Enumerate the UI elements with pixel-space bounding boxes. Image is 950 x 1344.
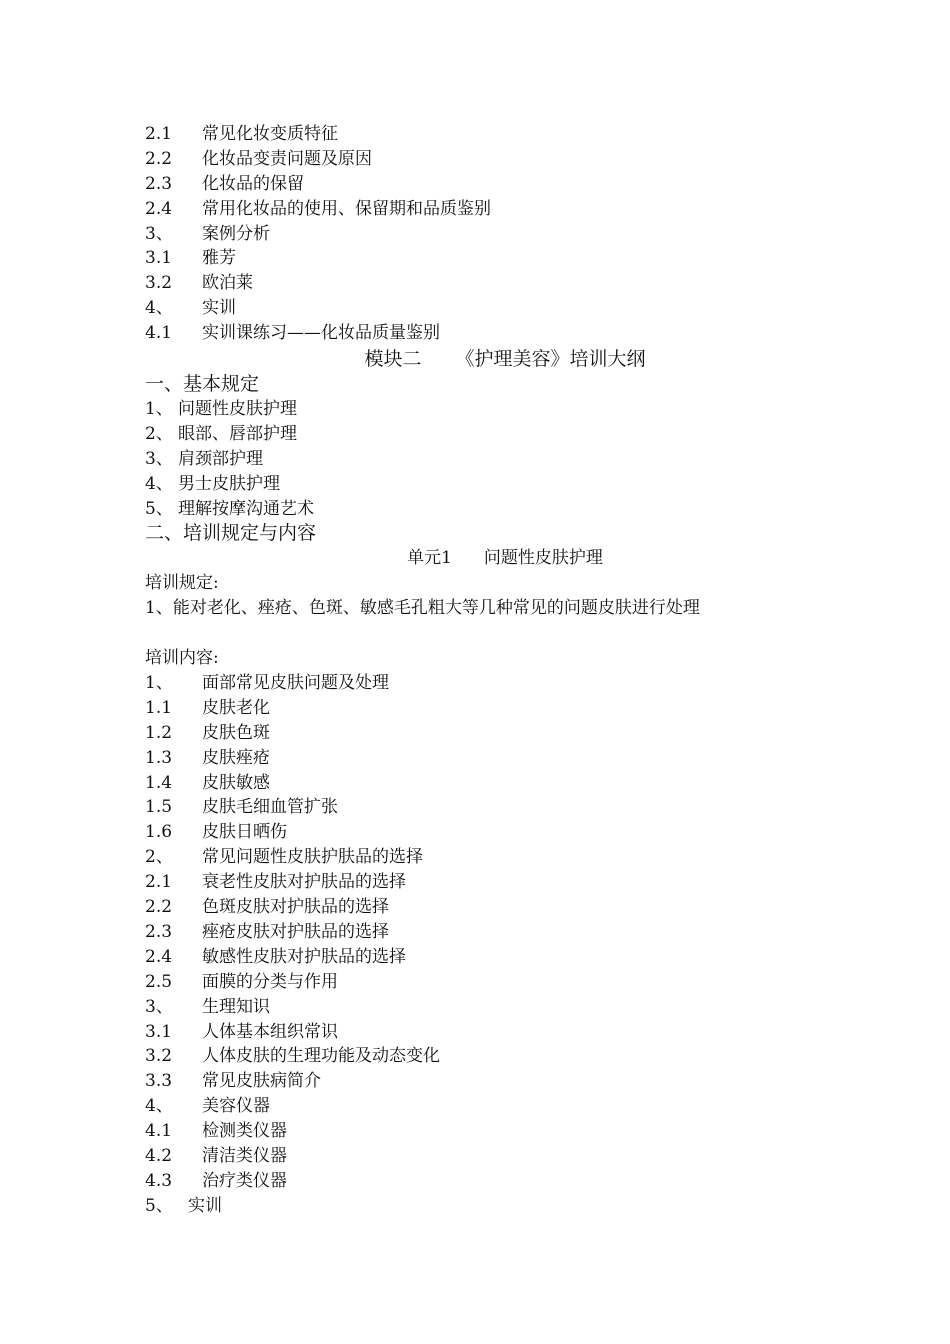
list-item: 5、 实训 — [145, 1195, 222, 1216]
list-item: 2、 常见问题性皮肤护肤品的选择 — [145, 847, 423, 868]
requirement-item: 1、能对老化、痤疮、色斑、敏感毛孔粗大等几种常见的问题皮肤进行处理 — [145, 598, 700, 619]
list-item: 4、 实训 — [145, 298, 236, 319]
list-item: 4、 美容仪器 — [145, 1096, 270, 1117]
list-item: 5、 理解按摩沟通艺术 — [145, 498, 314, 519]
list-item: 2.1 衰老性皮肤对护肤品的选择 — [145, 872, 406, 893]
list-item: 1.3 皮肤痤疮 — [145, 747, 270, 768]
list-item: 2.4 常用化妆品的使用、保留期和品质鉴别 — [145, 198, 491, 219]
list-item: 4.1 实训课练习——化妆品质量鉴别 — [145, 323, 440, 344]
document-content — [145, 122, 845, 1219]
list-item: 3.3 常见皮肤病简介 — [145, 1071, 321, 1092]
list-item: 1.1 皮肤老化 — [145, 697, 270, 718]
list-item: 3、 生理知识 — [145, 996, 270, 1017]
list-item: 3、 肩颈部护理 — [145, 448, 263, 469]
list-item: 3.2 欧泊莱 — [145, 273, 253, 294]
list-item: 3.1 雅芳 — [145, 248, 236, 269]
list-item: 1.6 皮肤日晒伤 — [145, 822, 287, 843]
list-item: 4.1 检测类仪器 — [145, 1121, 287, 1142]
unit-title: 单元1 问题性皮肤护理 — [407, 548, 603, 569]
requirements-label: 培训规定: — [145, 573, 219, 594]
list-item: 1、 面部常见皮肤问题及处理 — [145, 673, 389, 694]
list-item: 4.2 清洁类仪器 — [145, 1145, 287, 1166]
section-title-basic: 一、基本规定 — [145, 373, 260, 396]
list-item: 1.4 皮肤敏感 — [145, 772, 270, 793]
list-item: 2.2 化妆品变责问题及原因 — [145, 148, 372, 169]
list-item: 3.1 人体基本组织常识 — [145, 1021, 338, 1042]
list-item: 2.5 面膜的分类与作用 — [145, 971, 338, 992]
list-item: 1.2 皮肤色斑 — [145, 722, 270, 743]
content-label: 培训内容: — [145, 648, 219, 669]
list-item: 2.2 色斑皮肤对护肤品的选择 — [145, 897, 389, 918]
list-item: 2.1 常见化妆变质特征 — [145, 124, 338, 144]
list-item: 2.3 痤疮皮肤对护肤品的选择 — [145, 921, 389, 942]
list-item: 1、 问题性皮肤护理 — [145, 399, 297, 420]
list-item: 2、 眼部、唇部护理 — [145, 423, 297, 444]
blank-line — [145, 621, 845, 646]
section-title-training: 二、培训规定与内容 — [145, 522, 317, 545]
module-title: 模块二 《护理美容》培训大纲 — [364, 348, 646, 371]
list-item: 2.3 化妆品的保留 — [145, 173, 304, 194]
list-item: 3、 案例分析 — [145, 223, 270, 244]
list-item: 2.4 敏感性皮肤对护肤品的选择 — [145, 946, 406, 967]
list-item: 4、 男士皮肤护理 — [145, 473, 280, 494]
list-item: 3.2 人体皮肤的生理功能及动态变化 — [145, 1046, 440, 1067]
list-item: 1.5 皮肤毛细血管扩张 — [145, 797, 338, 818]
list-item: 4.3 治疗类仪器 — [145, 1170, 287, 1191]
